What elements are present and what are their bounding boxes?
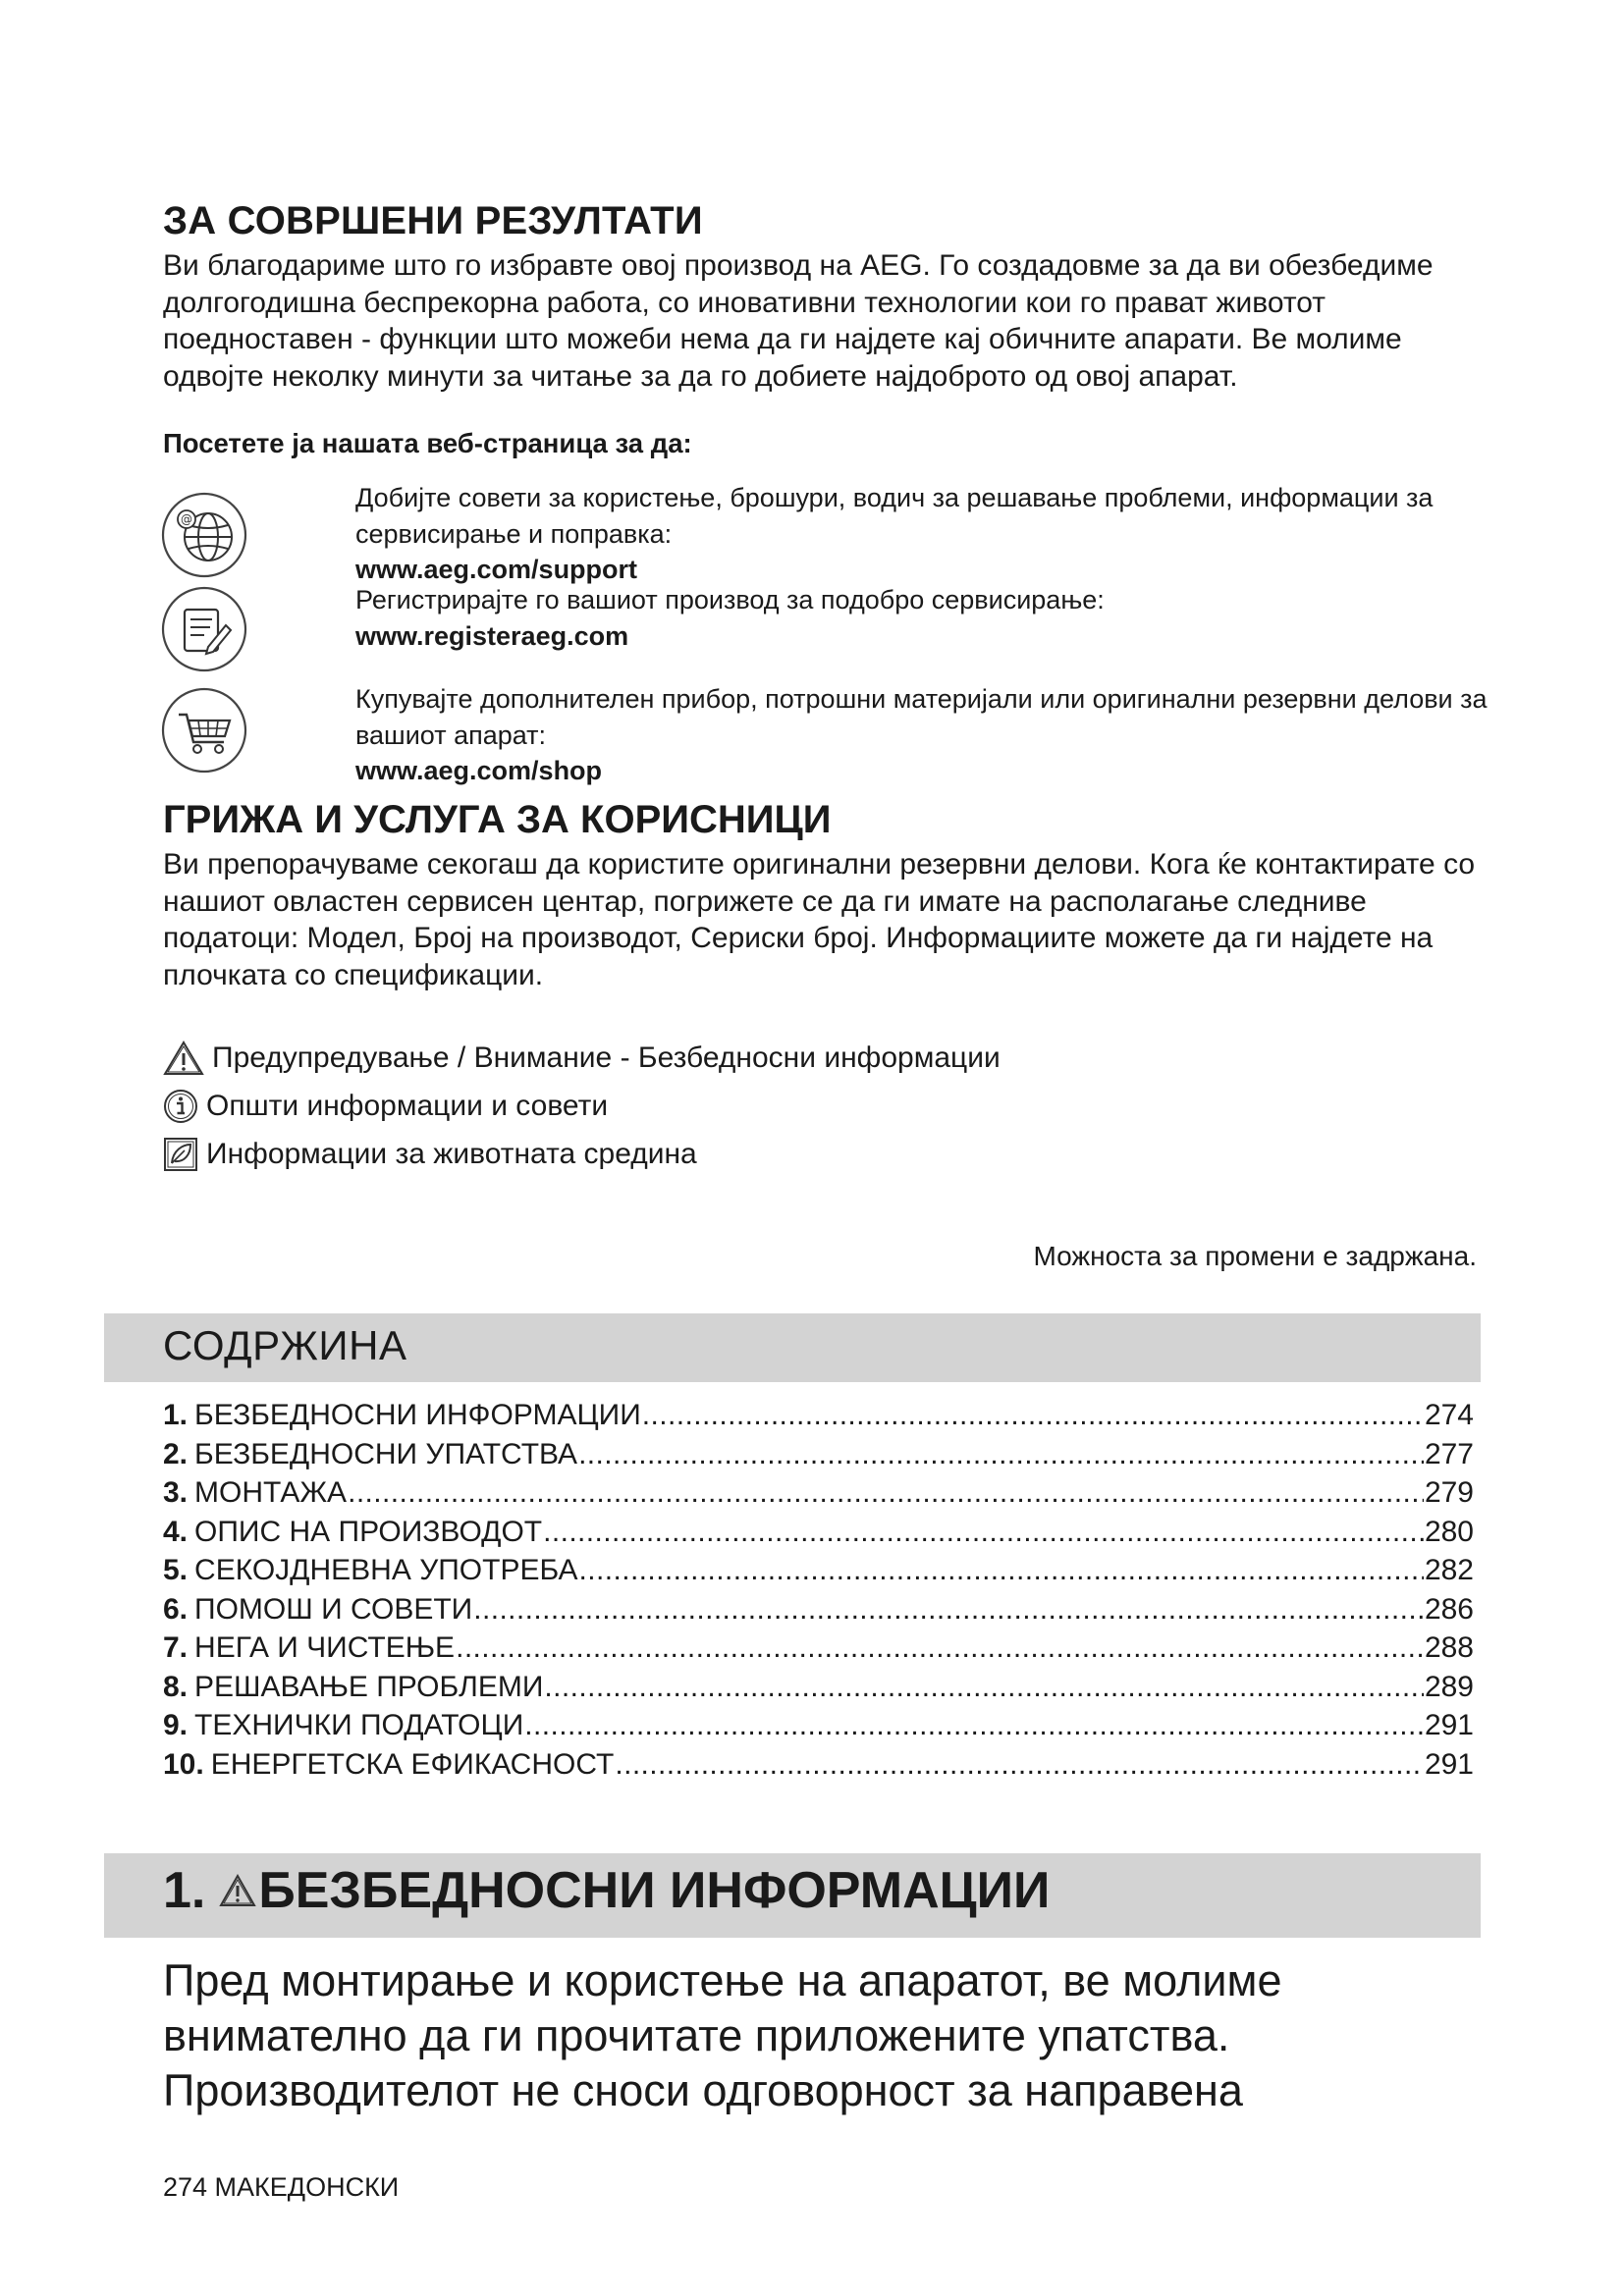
warning-icon xyxy=(163,1041,204,1076)
safety-intro-paragraph: Пред монтирање и користење на апаратот, ве молиме внимателно да ги прочитате приложените упатства. Производителот не сноси одговорност за направена xyxy=(163,1955,1282,2115)
svg-text:@: @ xyxy=(181,512,192,526)
support-link[interactable]: www.aeg.com/support xyxy=(355,555,638,584)
globe-icon xyxy=(161,492,247,578)
visit-item-text: Добијте совети за користење, брошури, водич за решавање проблеми, информации за сервисирање и поправка: xyxy=(355,483,1434,549)
toc-entry-number: 1. xyxy=(163,1399,189,1431)
symbol-row-info xyxy=(163,1087,608,1126)
toc-entry-page: 291 xyxy=(1424,1709,1474,1741)
visit-item-text: Регистрирајте го вашиот производ за подобро сервисирање: xyxy=(355,585,1105,614)
visit-item-shop xyxy=(355,681,1494,789)
toc-entry-number: 4. xyxy=(163,1515,189,1548)
symbol-row-warning xyxy=(163,1039,1001,1078)
info-icon xyxy=(163,1089,198,1124)
page-footer: 274 МАКЕДОНСКИ xyxy=(163,2172,400,2202)
toc-entry-title: БЕЗБЕДНОСНИ ИНФОРМАЦИИ xyxy=(194,1399,641,1431)
toc-entry-title: ПОМОШ И СОВЕТИ xyxy=(194,1592,473,1626)
toc-entry-page: 274 xyxy=(1424,1399,1474,1431)
shop-link[interactable]: www.aeg.com/shop xyxy=(355,756,603,785)
table-of-contents xyxy=(163,1399,1474,1787)
toc-entry[interactable] xyxy=(163,1671,1474,1710)
warning-icon xyxy=(219,1861,256,1920)
toc-entry[interactable] xyxy=(163,1516,1474,1555)
toc-entry-number: 6. xyxy=(163,1592,189,1626)
intro-paragraph: Ви благодариме што го избравте овој производ на AEG. Го создадовме за да ви обезбедиме долгогодишна беспрекорна работа, со иновативни технологии кои го прават животот поедноставен - функции што можеби нема да ги најдете кај обичните апарати. Ве молиме одвојте неколку минути за читање за да го добиете најдоброто од овој апарат. xyxy=(163,249,1434,393)
visit-website-heading: Посетете ја нашата веб-страница за да: xyxy=(163,428,692,458)
safety-section-number: 1. xyxy=(163,1862,206,1919)
toc-dot-leader xyxy=(544,1671,1424,1704)
toc-entry-number: 10. xyxy=(163,1747,204,1781)
customer-care-paragraph: Ви препорачуваме секогаш да користите оригинални резервни делови. Кога ќе контактирате со нашиот овластен сервисен центар, погрижете се да ги имате на располагање следниве податоци: Модел, Број на производот, Сериски број. Информациите можете да ги најдете на плочката со спецификации. xyxy=(163,848,1476,991)
toc-entry-number: 3. xyxy=(163,1476,189,1509)
toc-entry-number: 9. xyxy=(163,1709,189,1741)
toc-dot-leader xyxy=(456,1631,1424,1665)
toc-entry-title: ОПИС НА ПРОИЗВОДОТ xyxy=(194,1515,543,1548)
toc-entry-title: СЕКОЈДНЕВНА УПОТРЕБА xyxy=(194,1554,578,1586)
toc-dot-leader xyxy=(579,1554,1424,1587)
toc-entry-page: 282 xyxy=(1424,1554,1474,1586)
toc-entry-number: 8. xyxy=(163,1670,189,1703)
toc-entry[interactable] xyxy=(163,1438,1474,1477)
changes-reserved-note: Можноста за промени е задржана. xyxy=(1033,1241,1477,1271)
symbol-label: Информации за животната средина xyxy=(206,1138,697,1170)
register-link[interactable]: www.registeraeg.com xyxy=(355,620,629,651)
section-heading-perfect-results: ЗА СОВРШЕНИ РЕЗУЛТАТИ xyxy=(163,199,703,242)
toc-entry-page: 277 xyxy=(1424,1437,1474,1470)
toc-dot-leader xyxy=(543,1516,1424,1549)
toc-entry-title: НЕГА И ЧИСТЕЊЕ xyxy=(194,1631,456,1664)
symbol-label: Општи информации и совети xyxy=(206,1090,609,1122)
toc-dot-leader xyxy=(578,1438,1424,1471)
toc-dot-leader xyxy=(615,1748,1424,1782)
toc-entry-number: 7. xyxy=(163,1631,189,1664)
toc-entry[interactable] xyxy=(163,1554,1474,1593)
toc-entry-title: МОНТАЖА xyxy=(194,1476,348,1509)
toc-entry[interactable] xyxy=(163,1476,1474,1516)
toc-entry-page: 288 xyxy=(1424,1631,1474,1664)
toc-entry-page: 280 xyxy=(1424,1515,1474,1548)
safety-section-title xyxy=(163,1861,1050,1920)
toc-dot-leader xyxy=(524,1709,1424,1742)
toc-entry[interactable] xyxy=(163,1399,1474,1438)
toc-entry-number: 5. xyxy=(163,1554,189,1586)
toc-entry-title: БЕЗБЕДНОСНИ УПАТСТВА xyxy=(194,1437,578,1470)
toc-dot-leader xyxy=(348,1476,1424,1510)
toc-entry[interactable] xyxy=(163,1631,1474,1671)
visit-item-support xyxy=(355,480,1494,588)
toc-dot-leader xyxy=(473,1593,1424,1627)
section-heading-customer-care: ГРИЖА И УСЛУГА ЗА КОРИСНИЦИ xyxy=(163,798,832,841)
symbol-row-environment xyxy=(163,1135,697,1174)
register-icon xyxy=(161,586,247,672)
toc-entry[interactable] xyxy=(163,1748,1474,1788)
safety-section-heading: БЕЗБЕДНОСНИ ИНФОРМАЦИИ xyxy=(258,1862,1051,1919)
toc-dot-leader xyxy=(642,1399,1424,1432)
toc-title: СОДРЖИНА xyxy=(163,1322,407,1368)
toc-entry-title: РЕШАВАЊЕ ПРОБЛЕМИ xyxy=(194,1670,544,1703)
shopping-cart-icon xyxy=(161,687,247,774)
environment-icon xyxy=(163,1137,198,1172)
symbol-label: Предупредување / Внимание - Безбедносни информации xyxy=(212,1041,1001,1074)
toc-entry-number: 2. xyxy=(163,1437,189,1470)
toc-entry-page: 279 xyxy=(1424,1476,1474,1509)
visit-item-text: Купувајте дополнителен прибор, потрошни материјали или оригинални резервни делови за вашиот апарат: xyxy=(355,684,1488,750)
toc-entry-page: 289 xyxy=(1424,1670,1474,1703)
toc-entry-page: 291 xyxy=(1424,1747,1474,1781)
toc-entry-title: ЕНЕРГЕТСКА ЕФИКАСНОСТ xyxy=(210,1747,615,1781)
toc-entry[interactable] xyxy=(163,1709,1474,1748)
visit-item-register xyxy=(355,582,1494,654)
toc-entry-page: 286 xyxy=(1424,1592,1474,1626)
toc-entry-title: ТЕХНИЧКИ ПОДАТОЦИ xyxy=(194,1709,524,1741)
toc-entry[interactable] xyxy=(163,1593,1474,1632)
